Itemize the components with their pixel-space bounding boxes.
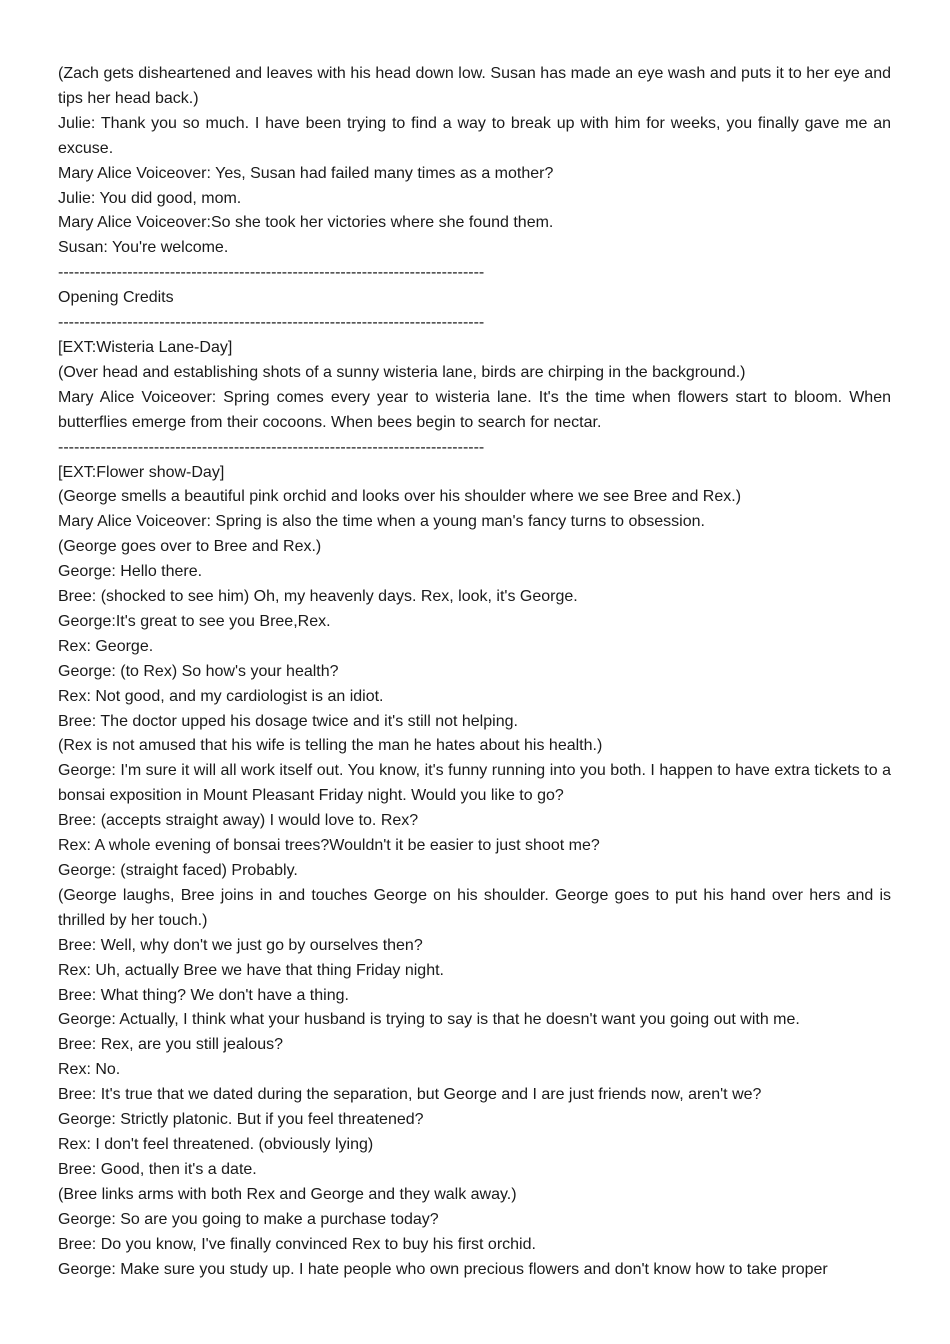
section-divider: -------------------------------------------------------------------------------- [58,264,485,282]
dialogue-line: Mary Alice Voiceover: Spring comes every year to wisteria lane. It's the time when flowers start to bloom. When butterflies emerge from their cocoons. When bees begin to search for nectar. [58,388,891,431]
stage-direction: (Zach gets disheartened and leaves with his head down low. Susan has made an eye wash and puts it to her eye and tips her head back.) [58,65,891,107]
stage-direction: (Over head and establishing shots of a sunny wisteria lane, birds are chirping in the background.) [58,363,746,381]
dialogue-line: Rex: A whole evening of bonsai trees?Wouldn't it be easier to just shoot me? [58,837,600,855]
dialogue-line: Bree: Rex, are you still jealous? [58,1036,283,1054]
stage-direction: (George smells a beautiful pink orchid and looks over his shoulder where we see Bree and Rex.) [58,488,742,506]
dialogue-line: Julie: You did good, mom. [58,189,242,207]
dialogue-line: Rex: George. [58,637,154,655]
section-heading: Opening Credits [58,289,174,307]
dialogue-line: Mary Alice Voiceover: Spring is also the time when a young man's fancy turns to obsession. [58,513,705,531]
dialogue-line: Rex: Uh, actually Bree we have that thing Friday night. [58,961,444,979]
dialogue-line: Mary Alice Voiceover:So she took her victories where she found them. [58,214,554,232]
dialogue-line: Bree: (shocked to see him) Oh, my heavenly days. Rex, look, it's George. [58,588,578,606]
dialogue-line: George: I'm sure it will all work itself out. You know, it's funny running into you both. I happen to have extra tickets to a bonsai exposition in Mount Pleasant Friday night. Would you like to go? [58,762,891,805]
dialogue-line: Bree: What thing? We don't have a thing. [58,986,349,1004]
dialogue-line: Rex: I don't feel threatened. (obviously lying) [58,1135,374,1153]
dialogue-line: Bree: Well, why don't we just go by ourselves then? [58,936,423,954]
stage-direction: (George laughs, Bree joins in and touches George on his shoulder. George goes to put his hand over hers and is thrilled by her touch.) [58,886,891,929]
dialogue-line: George: Make sure you study up. I hate people who own precious flowers and don't know how to take proper [58,1260,828,1278]
stage-direction: (George goes over to Bree and Rex.) [58,538,322,556]
dialogue-line: Mary Alice Voiceover: Yes, Susan had failed many times as a mother? [58,164,554,182]
dialogue-line: Rex: No. [58,1061,121,1079]
dialogue-line: Bree: Good, then it's a date. [58,1160,257,1178]
dialogue-line: George: Hello there. [58,563,203,581]
dialogue-line: George: Actually, I think what your husband is trying to say is that he doesn't want you going out with me. [58,1011,800,1029]
scene-heading: [EXT:Wisteria Lane-Day] [58,338,233,356]
dialogue-line: George: So are you going to make a purchase today? [58,1210,439,1228]
dialogue-line: Susan: You're welcome. [58,239,229,257]
dialogue-line: George: (straight faced) Probably. [58,862,298,879]
dialogue-line: George: (to Rex) So how's your health? [58,662,339,680]
dialogue-line: George: Strictly platonic. But if you feel threatened? [58,1111,424,1129]
dialogue-line: George:It's great to see you Bree,Rex. [58,612,331,630]
dialogue-line: Bree: Do you know, I've finally convinced Rex to buy his first orchid. [58,1235,536,1253]
script-page [58,62,891,1282]
dialogue-line: Bree: It's true that we dated during the separation, but George and I are just friends now, aren't we? [58,1086,762,1104]
section-divider: -------------------------------------------------------------------------------- [58,438,485,456]
dialogue-line: Bree: The doctor upped his dosage twice and it's still not helping. [58,712,518,730]
stage-direction: (Rex is not amused that his wife is telling the man he hates about his health.) [58,737,603,755]
dialogue-line: Bree: (accepts straight away) I would love to. Rex? [58,812,419,830]
dialogue-line: Julie: Thank you so much. I have been trying to find a way to break up with him for weeks, you finally gave me an excuse. [58,114,891,157]
dialogue-line: Rex: Not good, and my cardiologist is an idiot. [58,687,384,705]
scene-heading: [EXT:Flower show-Day] [58,463,225,481]
stage-direction: (Bree links arms with both Rex and George and they walk away.) [58,1185,517,1203]
section-divider: -------------------------------------------------------------------------------- [58,314,485,332]
